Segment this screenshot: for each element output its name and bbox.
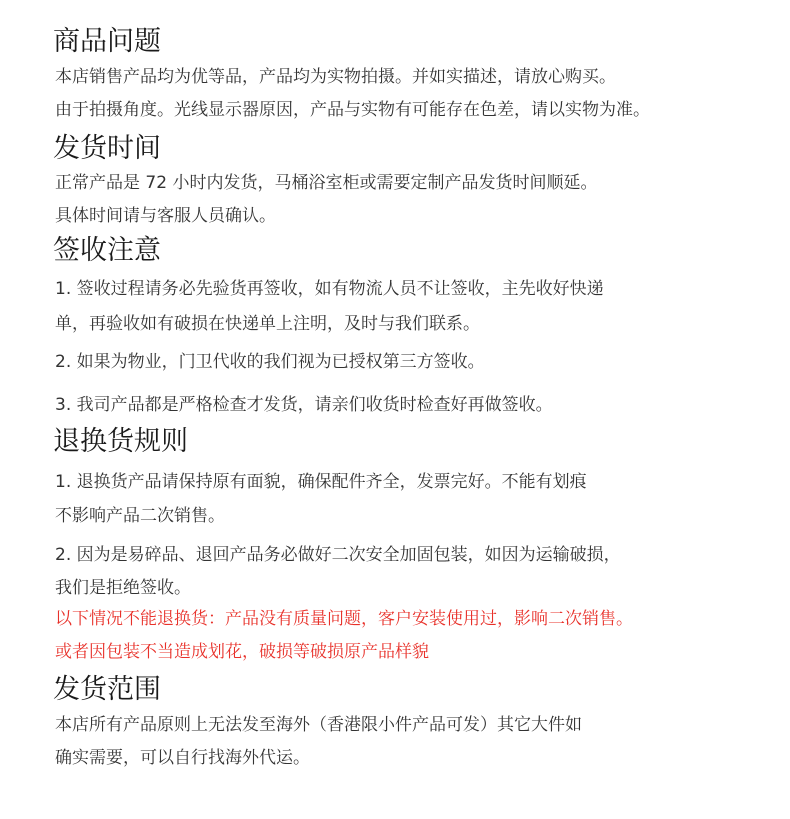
section-title-shipping-range: 发货范围 — [53, 674, 161, 705]
receipt-notes-line-2: 单，再验收如有破损在快递单上注明，及时与我们联系。 — [55, 314, 480, 334]
return-rules-warning-line-1: 以下情况不能退换货：产品没有质量问题，客户安装使用过，影响二次销售。 — [55, 609, 633, 629]
shipping-time-line-1: 正常产品是 72 小时内发货，马桶浴室柜或需要定制产品发货时间顺延。 — [55, 173, 598, 193]
return-rules-line-3: 2. 因为是易碎品、退回产品务必做好二次安全加固包装，如因为运输破损， — [55, 545, 621, 565]
section-title-product-issues: 商品问题 — [53, 26, 161, 57]
return-rules-line-4: 我们是拒绝签收。 — [55, 578, 191, 598]
receipt-notes-line-4: 3. 我司产品都是严格检查才发货，请亲们收货时检查好再做签收。 — [55, 395, 553, 415]
section-title-receipt-notes: 签收注意 — [53, 235, 161, 266]
shipping-range-line-1: 本店所有产品原则上无法发至海外（香港限小件产品可发）其它大件如 — [55, 715, 582, 735]
receipt-notes-line-1: 1. 签收过程请务必先验货再签收，如有物流人员不让签收，主先收好快递 — [55, 279, 604, 299]
receipt-notes-line-3: 2. 如果为物业，门卫代收的我们视为已授权第三方签收。 — [55, 352, 485, 372]
return-rules-warning-line-2: 或者因包装不当造成划花，破损等破损原产品样貌 — [55, 642, 429, 662]
product-issues-line-1: 本店销售产品均为优等品，产品均为实物拍摄。并如实描述，请放心购买。 — [55, 67, 616, 87]
product-issues-line-2: 由于拍摄角度。光线显示器原因，产品与实物有可能存在色差，请以实物为准。 — [55, 100, 650, 120]
return-rules-line-1: 1. 退换货产品请保持原有面貌，确保配件齐全，发票完好。不能有划痕 — [55, 472, 587, 492]
section-title-shipping-time: 发货时间 — [53, 133, 161, 164]
shipping-range-line-2: 确实需要，可以自行找海外代运。 — [55, 748, 310, 768]
shipping-time-line-2: 具体时间请与客服人员确认。 — [55, 206, 276, 226]
section-title-return-rules: 退换货规则 — [53, 426, 188, 457]
return-rules-line-2: 不影响产品二次销售。 — [55, 506, 225, 526]
